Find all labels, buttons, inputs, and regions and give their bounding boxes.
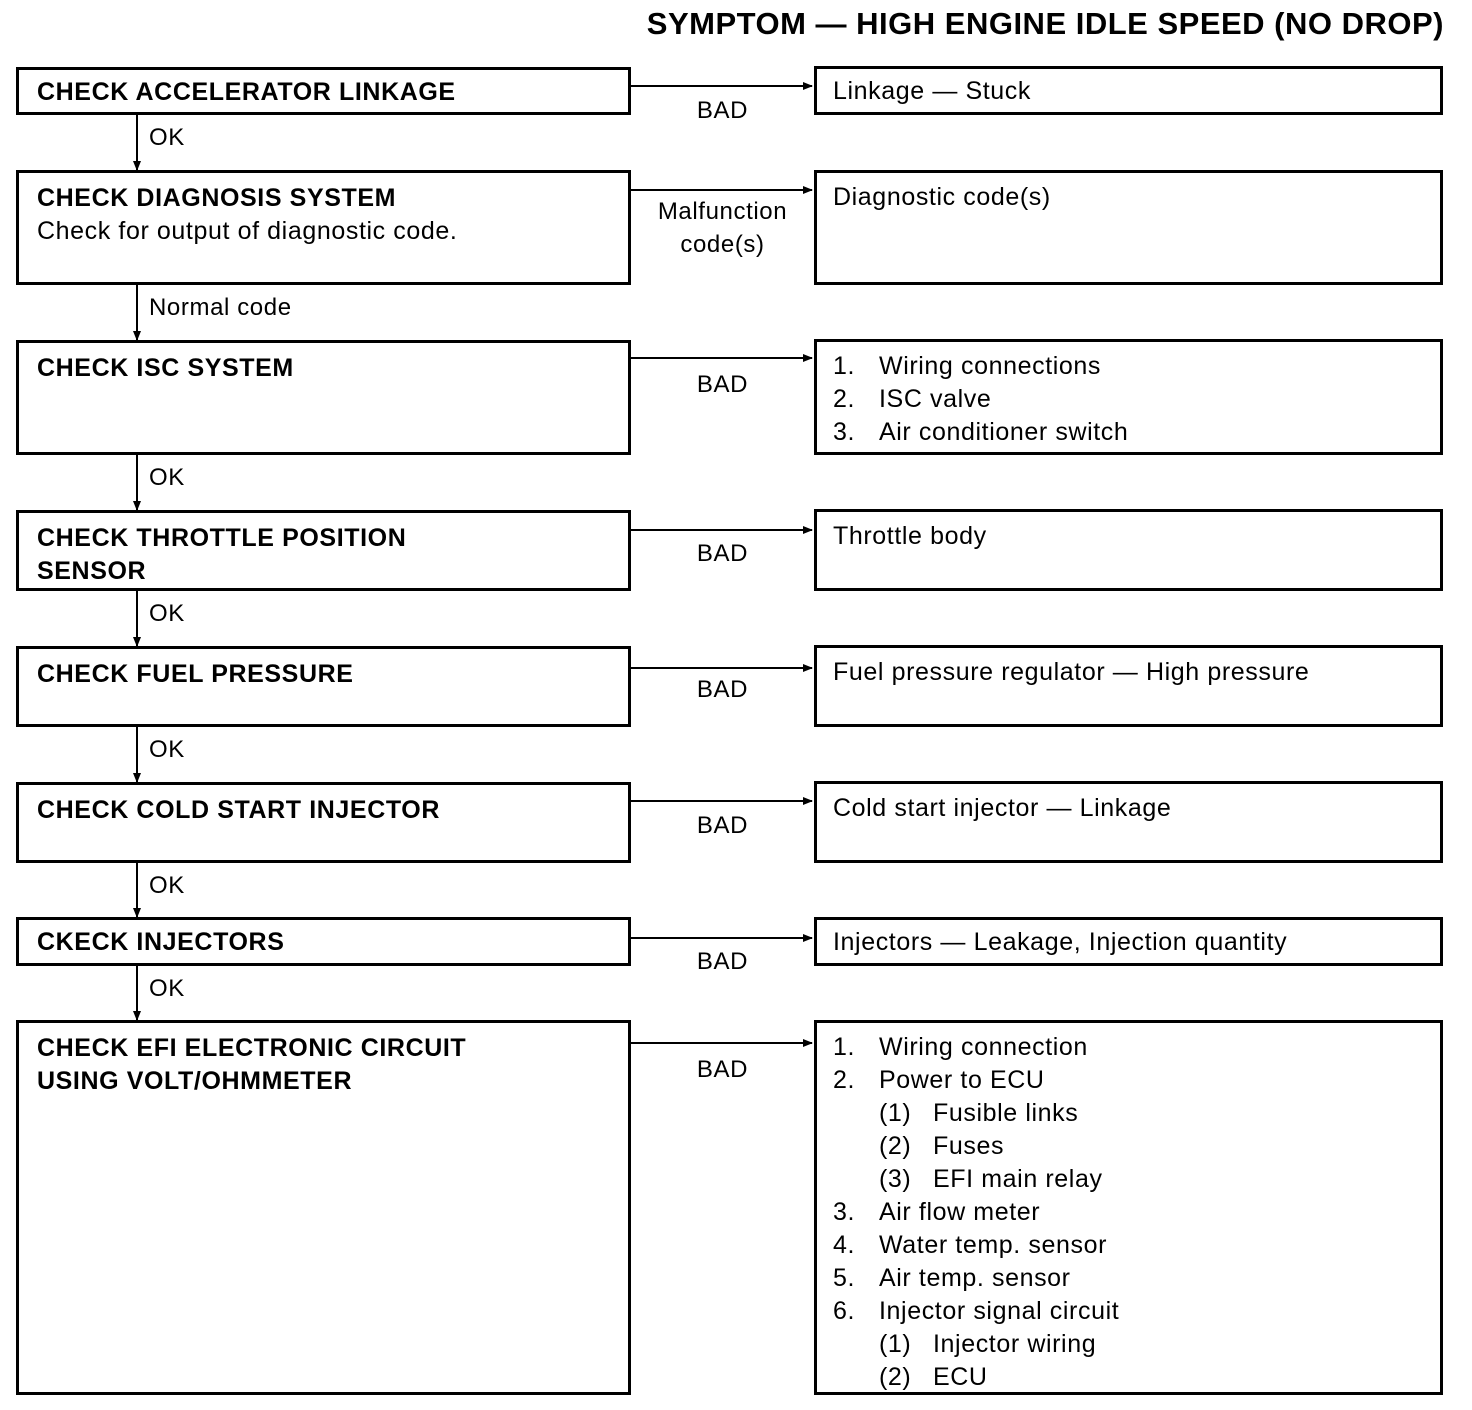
normal-code-label: Normal code [149, 294, 292, 321]
bad-label: BAD [696, 371, 749, 398]
check-box-cold-start-injector [16, 782, 631, 863]
check-box-throttle-position-sensor [16, 510, 631, 591]
bad-label: BAD [696, 676, 749, 703]
bad-label: BAD [696, 97, 749, 124]
malfunction-label-line1: Malfunction [657, 198, 788, 225]
result-box-throttle-body [814, 509, 1443, 591]
result-item: 4. Water temp. sensor [833, 1231, 1107, 1259]
bad-label: BAD [696, 948, 749, 975]
result-item: 2. ISC valve [833, 385, 992, 413]
check-box-isc-system [16, 340, 631, 455]
ok-label: OK [149, 872, 185, 899]
check-title: CHECK ISC SYSTEM [37, 354, 294, 382]
check-title: CHECK DIAGNOSIS SYSTEM [37, 184, 397, 212]
result-item: 1. Wiring connection [833, 1033, 1088, 1061]
check-title: CKECK INJECTORS [37, 928, 285, 956]
ok-label: OK [149, 975, 185, 1002]
result-text: Fuel pressure regulator — High pressure [833, 658, 1310, 686]
result-text: Throttle body [833, 522, 987, 550]
result-subitem: (2) Fuses [879, 1132, 1005, 1160]
result-box-isc [814, 339, 1443, 455]
result-box-fuel-pressure-regulator [814, 645, 1443, 727]
result-item: 1. Wiring connections [833, 352, 1102, 380]
check-box-injectors [16, 917, 631, 966]
check-box-efi-electronic-circuit [16, 1020, 631, 1395]
ok-label: OK [149, 124, 185, 151]
ok-label: OK [149, 736, 185, 763]
result-subitem: (1) Fusible links [879, 1099, 1079, 1127]
check-box-diagnosis-system [16, 170, 631, 285]
result-text: Linkage — Stuck [833, 77, 1031, 105]
check-title: CHECK FUEL PRESSURE [37, 660, 354, 688]
bad-label: BAD [696, 1056, 749, 1083]
check-detail: Check for output of diagnostic code. [37, 217, 458, 245]
check-title: CHECK ACCELERATOR LINKAGE [37, 78, 456, 106]
bad-label: BAD [696, 540, 749, 567]
result-text: Injectors — Leakage, Injection quantity [833, 928, 1288, 956]
check-title: CHECK COLD START INJECTOR [37, 796, 440, 824]
check-box-fuel-pressure [16, 646, 631, 727]
symptom-title: SYMPTOM — HIGH ENGINE IDLE SPEED (NO DROP) [646, 6, 1444, 41]
result-text: Cold start injector — Linkage [833, 794, 1172, 822]
result-subitem: (1) Injector wiring [879, 1330, 1097, 1358]
malfunction-label-line2: code(s) [680, 231, 765, 258]
check-title-line2: SENSOR [37, 557, 147, 585]
result-subitem: (3) EFI main relay [879, 1165, 1103, 1193]
check-box-accelerator-linkage [16, 67, 631, 115]
result-box-efi-circuit [814, 1020, 1443, 1395]
check-title-line2: USING VOLT/OHMMETER [37, 1067, 353, 1095]
malfunction-label [631, 195, 814, 261]
check-title-line1: CHECK EFI ELECTRONIC CIRCUIT [37, 1034, 467, 1062]
result-item: 2. Power to ECU [833, 1066, 1045, 1094]
ok-label: OK [149, 464, 185, 491]
check-title-line1: CHECK THROTTLE POSITION [37, 524, 407, 552]
result-text: Diagnostic code(s) [833, 183, 1051, 211]
result-item: 5. Air temp. sensor [833, 1264, 1071, 1292]
result-subitem: (2) ECU [879, 1363, 988, 1391]
result-box-diagnostic-codes [814, 170, 1443, 285]
result-item: 3. Air conditioner switch [833, 418, 1129, 446]
result-box-linkage [814, 66, 1443, 115]
ok-label: OK [149, 600, 185, 627]
result-box-cold-start-injector [814, 781, 1443, 863]
bad-label: BAD [696, 812, 749, 839]
result-box-injectors [814, 917, 1443, 966]
result-item: 6. Injector signal circuit [833, 1297, 1120, 1325]
result-item: 3. Air flow meter [833, 1198, 1041, 1226]
